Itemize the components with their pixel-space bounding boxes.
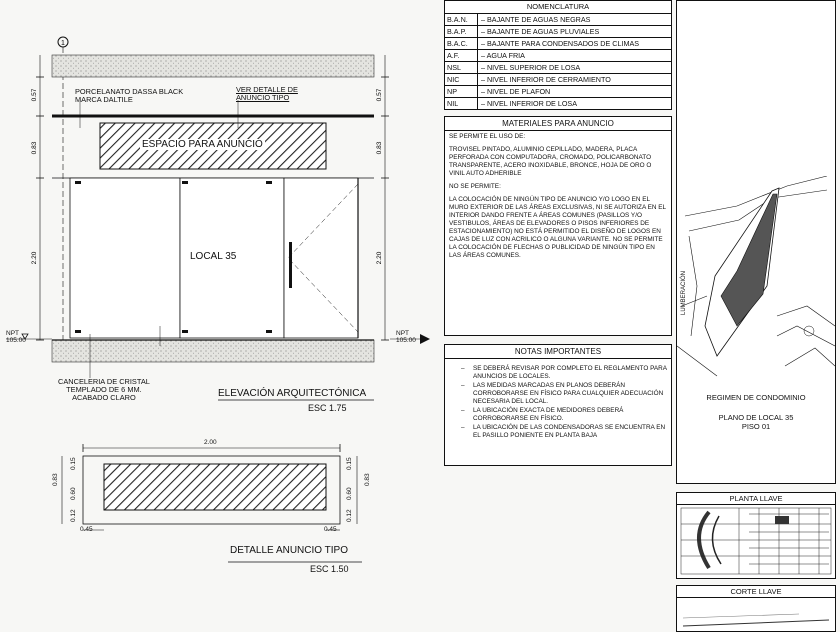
detail-dim-left: 0.45 [80,526,93,533]
detail-dim-width: 2.00 [204,439,217,446]
nomenclature-code: NIC [445,74,478,85]
nomenclature-desc: – NIVEL SUPERIOR DE LOSA [481,63,581,72]
dim-right-top: 0.57 [376,88,383,102]
dim-left-main: 2.20 [31,251,38,265]
nomenclature-desc: – NIVEL INFERIOR DE CERRAMIENTO [481,75,611,84]
detail-dim-c: 0.83 [52,473,59,486]
sign-area-label: ESPACIO PARA ANUNCIO [142,139,263,150]
note-item: – LAS MEDIDAS MARCADAS EN PLANOS DEBERÁN CORROBORARSE EN FÍSICO PARA CUALQUIER ADECUACIÓN NECESARIA DEL LOCAL. [473,382,667,406]
detail-dim-d-right: 0.12 [346,509,353,522]
notes-title: NOTAS IMPORTANTES [445,345,671,359]
material-label: PORCELANATO DASSA BLACK MARCA DALTILE [75,87,184,104]
key-section-title: CORTE LLAVE [677,586,835,598]
nomenclature-desc: – NIVEL DE PLAFON [481,87,551,96]
title-block [676,0,836,484]
detail-dim-c-right: 0.83 [364,473,371,486]
floor-label: PISO 01 [741,422,771,431]
glass-label: CANCELERIA DE CRISTAL TEMPLADO DE 6 MM. ACABADO CLARO [58,377,150,402]
notes-box [444,344,672,466]
key-section-box [676,585,836,632]
key-section-drawing [679,600,833,630]
materials-box [444,116,672,336]
door-panel [284,178,358,338]
detail-dim-b-right: 0.60 [346,487,353,500]
nomenclature-code: A.F. [445,50,478,61]
glass-panel-left [70,178,180,338]
nomenclature-desc: – BAJANTE DE AGUAS PLUVIALES [481,27,600,36]
location-map [677,176,835,386]
door-handle [289,242,292,288]
materials-title: MATERIALES PARA ANUNCIO [445,117,671,131]
local-label: LOCAL 35 [190,251,237,262]
detail-sign [104,464,326,510]
nomenclature-row [445,61,671,73]
note-item: – SE DEBERÁ REVISAR POR COMPLETO EL REGLAMENTO PARA ANUNCIOS DE LOCALES. [473,365,667,381]
materials-forbidden-text: LA COLOCACIÓN DE NINGÚN TIPO DE ANUNCIO Y/O LOGO EN EL MURO EXTERIOR DE LAS ÁREAS EXCLUSIVAS, NI SE AUTORIZA EN EL INTERIOR DANDO FRENTE A ÁREAS COMUNES (PASILLOS Y/O VESTIBULOS, ÁREAS DE ELEVADORES O PISOS INFERIORES DE ESTACIONAMIENTO) NO ESTÁ PERMITIDO EL DISEÑO DE LOGOS EN CAJAS DE LUZ CON ACRILICO O ALGUNA VARIANTE. NO SE PERMITE LA COLOCACIÓN DE FLECHAS O PUBLICIDAD DE NINGÚN TIPO EN LAS ÁREAS COMUNES. [449,196,666,259]
nomenclature-desc: – BAJANTE DE AGUAS NEGRAS [481,15,591,24]
top-slab [52,55,374,77]
nomenclature-desc: – NIVEL INFERIOR DE LOSA [481,99,577,108]
nomenclature-title: NOMENCLATURA [526,2,590,11]
nomenclature-desc: – BAJANTE PARA CONDENSADOS DE CLIMAS [481,39,640,48]
elevation-scale: ESC 1.75 [308,403,347,413]
axis-label: 1 [61,40,65,47]
key-plan-title: PLANTA LLAVE [677,493,835,505]
regime-label: REGIMEN DE CONDOMINIO [706,393,806,402]
detail-scale: ESC 1.50 [310,564,349,574]
note-item: – LA UBICACIÓN EXACTA DE MEDIDORES DEBERÁ CORROBORARSE EN FÍSICO. [473,407,667,423]
nomenclature-row [445,73,671,85]
dim-left-mid: 0.83 [31,141,38,155]
nomenclature-row [445,13,671,25]
detail-dim-b: 0.60 [70,487,77,500]
materials-allowed-heading: SE PERMITE EL USO DE: [449,133,526,140]
detail-title: DETALLE ANUNCIO TIPO [230,545,348,556]
nomenclature-row [445,97,671,109]
detail-dim-a: 0.15 [70,457,77,470]
npt-left-label: NPT 105.00 [6,330,26,344]
dim-left-top: 0.57 [31,88,38,102]
elevation-title: ELEVACIÓN ARQUITECTÓNICA [218,388,367,399]
note-item: – LA UBICACIÓN DE LAS CONDENSADORAS SE ENCUENTRA EN EL PASILLO PONIENTE EN PLANTA BAJA [473,424,667,440]
nomenclature-row [445,25,671,37]
plan-label: PLANO DE LOCAL 35 [718,413,794,422]
dim-right-main: 2.20 [376,251,383,265]
nomenclature-code: NP [445,86,478,97]
nomenclature-row [445,37,671,49]
nomenclature-code: NSL [445,62,478,73]
nomenclature-row [445,85,671,97]
floor-slab [52,340,374,362]
detail-dim-d: 0.12 [70,509,77,522]
key-plan-marker [775,516,789,524]
key-plan-drawing [679,506,833,576]
nomenclature-code: B.A.P. [445,26,478,37]
dim-right-mid: 0.83 [376,141,383,155]
materials-allowed-list: TROVISEL PINTADO, ALUMINIO CEPILLADO, MADERA, PLACA PERFORADA CON COMPUTADORA, CROMADO, POLICARBONATO TRANSPARENTE, ACERO INOXIDABLE, BRONCE, HOJA DE ORO O VINIL AUTO ADHERIBLE [449,146,652,177]
nomenclature-code: B.A.C. [445,38,478,49]
detail-dim-right: 0.45 [324,526,337,533]
npt-right-label: NPT 105.00 [396,330,416,344]
nomenclature-code: NIL [445,98,478,109]
nomenclature-desc: – AGUA FRIA [481,51,525,60]
detail-reference-label: VER DETALLE DE ANUNCIO TIPO [236,85,298,102]
street-label: LUMBERACIÓN [681,270,687,315]
nomenclature-row [445,49,671,61]
detail-dim-a-right: 0.15 [346,457,353,470]
key-plan-box [676,492,836,579]
nomenclature-code: B.A.N. [445,14,478,25]
nomenclature-table [444,0,672,110]
materials-forbidden-heading: NO SE PERMITE: [449,183,501,190]
npt-right-arrow [420,334,430,344]
